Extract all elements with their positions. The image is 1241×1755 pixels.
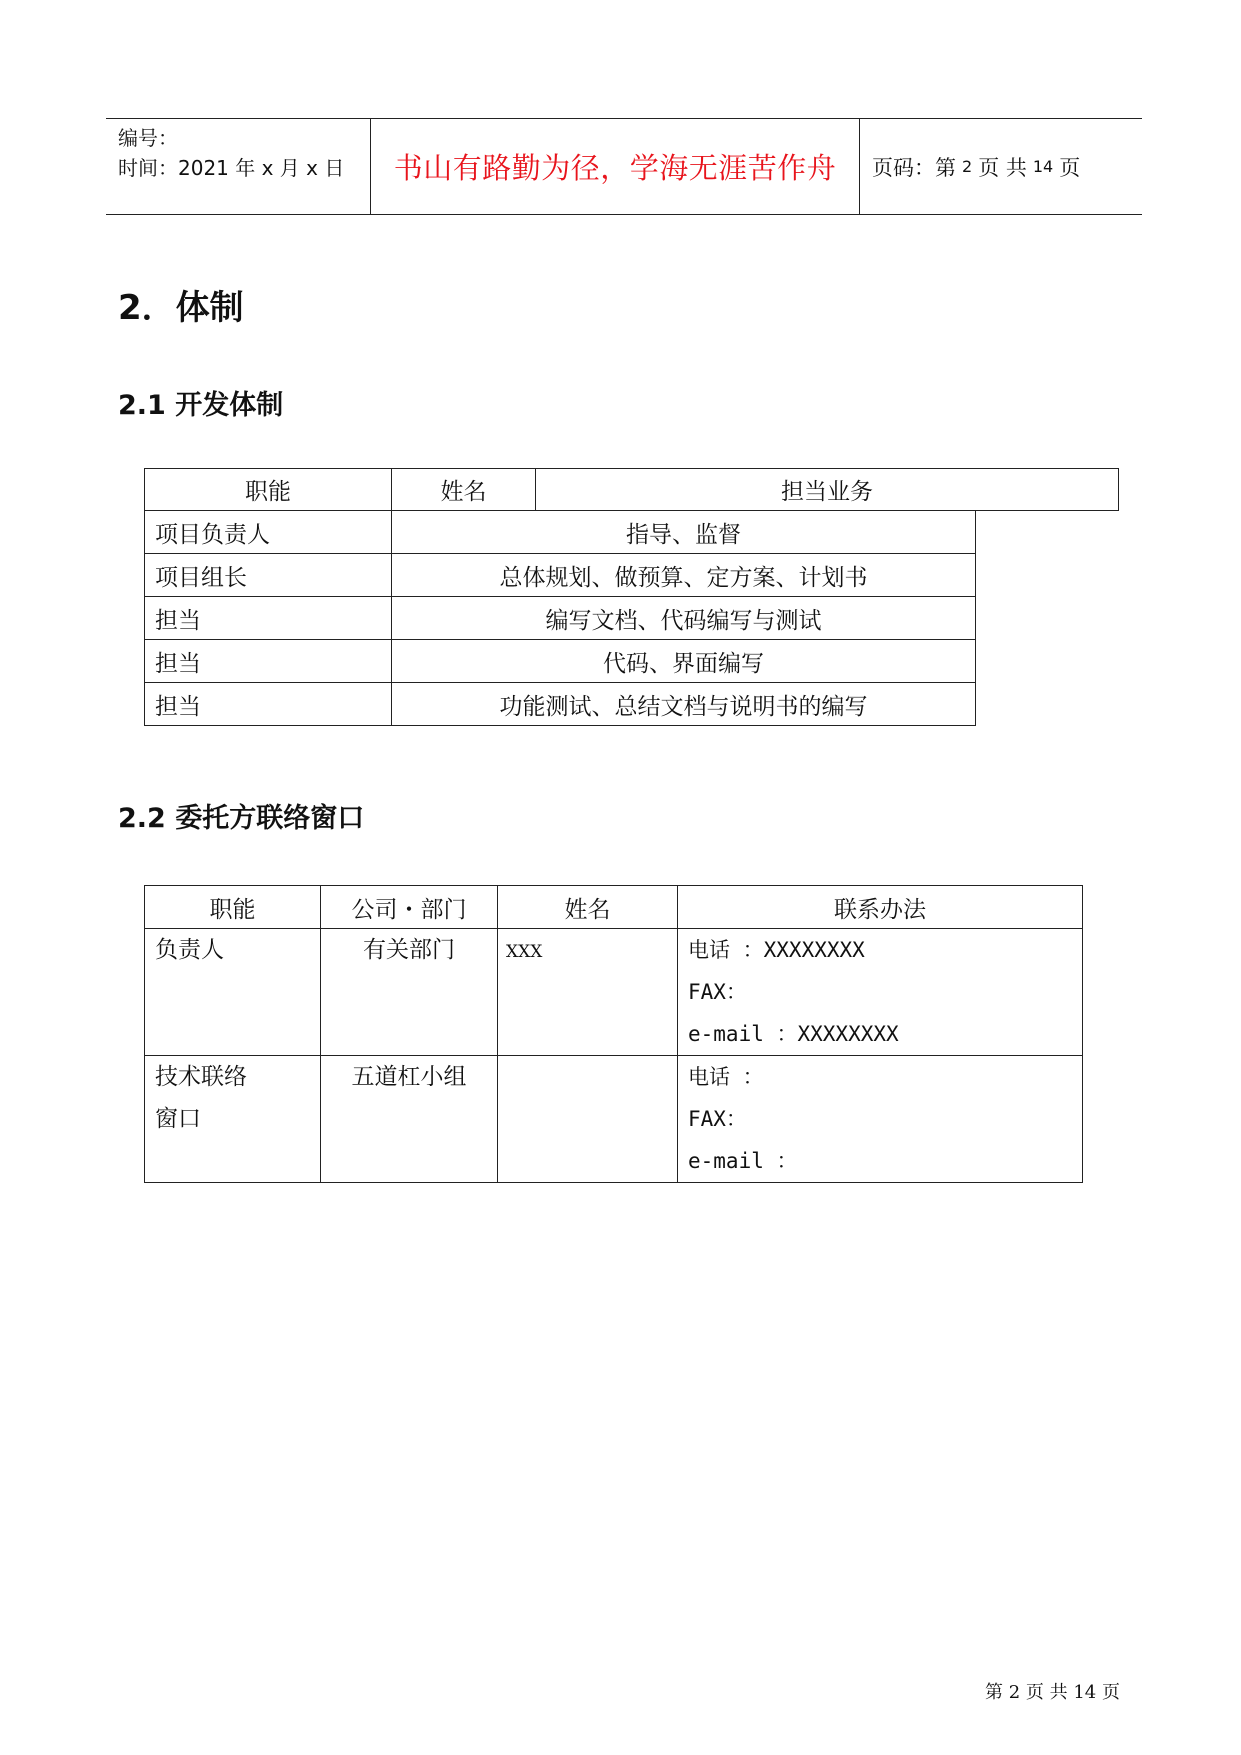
page-header xyxy=(106,118,1142,215)
table-cell-duty: 功能测试、总结文档与说明书的编写 xyxy=(391,682,976,726)
header-divider xyxy=(859,119,860,214)
table-cell-role: 担当 xyxy=(144,682,392,726)
table-header-row xyxy=(145,886,1083,929)
table-cell-role xyxy=(145,1056,321,1183)
role-line: 窗口 xyxy=(155,1106,201,1132)
role-line: 技术联络 xyxy=(155,1064,247,1090)
section-title: 2.2 委托方联络窗口 xyxy=(118,803,365,834)
table-cell-duty: 总体规划、做预算、定方案、计划书 xyxy=(391,553,976,597)
client-contact-table xyxy=(144,885,1083,1183)
page-number: 2 xyxy=(962,157,973,176)
email-line: e-mail ：XXXXXXXX xyxy=(688,1022,899,1046)
table-header-cell: 担当业务 xyxy=(535,468,1119,511)
page-suffix: 页 xyxy=(1059,155,1081,180)
header-meta xyxy=(118,123,368,183)
header-motto: 书山有路勤为径，学海无涯苦作舟 xyxy=(393,151,837,185)
number-label: 编号： xyxy=(118,126,178,150)
dept-text: 五道杠小组 xyxy=(351,1064,467,1090)
table-cell-duty: 指导、监督 xyxy=(391,510,976,554)
time-label: 时间：2021 年 x 月 x 日 xyxy=(118,156,345,180)
page-prefix: 页码：第 xyxy=(872,155,956,180)
phone-line: 电话 ： xyxy=(688,1065,764,1089)
table-cell-role: 项目组长 xyxy=(144,553,392,597)
table-header-cell: 姓名 xyxy=(498,886,678,929)
role-line: 负责人 xyxy=(155,937,224,963)
header-divider xyxy=(370,119,371,214)
table-header-cell: 职能 xyxy=(144,468,392,511)
table-header-cell: 联系办法 xyxy=(678,886,1083,929)
table-header-cell: 公司・部门 xyxy=(321,886,498,929)
table-cell-role: 项目负责人 xyxy=(144,510,392,554)
name-text: XXX xyxy=(506,942,543,962)
dept-text: 有关部门 xyxy=(363,937,455,963)
phone-line: 电话 ：XXXXXXXX xyxy=(688,938,865,962)
table-cell-dept xyxy=(321,929,498,1056)
table-cell-contact xyxy=(678,1056,1083,1183)
role-line xyxy=(155,971,320,1013)
table-row xyxy=(145,929,1083,1056)
table-cell-duty: 代码、界面编写 xyxy=(391,639,976,683)
email-line: e-mail ： xyxy=(688,1149,798,1173)
heading-1: 2．体制 xyxy=(118,288,244,328)
table-cell-duty: 编写文档、代码编写与测试 xyxy=(391,596,976,640)
fax-line: FAX： xyxy=(688,980,747,1004)
header-page-info xyxy=(872,119,1080,214)
table-cell-name xyxy=(498,929,678,1056)
section-title: 2.1 开发体制 xyxy=(118,390,284,421)
page-mid: 页 共 xyxy=(978,155,1027,180)
fax-line: FAX： xyxy=(688,1107,747,1131)
page-total: 14 xyxy=(1032,157,1054,176)
table-cell-role: 担当 xyxy=(144,639,392,683)
table-row xyxy=(145,1056,1083,1183)
page-footer: 第 2 页 共 14 页 xyxy=(985,1682,1120,1703)
table-cell-name xyxy=(498,1056,678,1183)
table-cell-contact xyxy=(678,929,1083,1056)
dev-structure-table xyxy=(144,468,1119,728)
table-cell-role xyxy=(145,929,321,1056)
table-cell-dept xyxy=(321,1056,498,1183)
table-header-cell: 职能 xyxy=(145,886,321,929)
table-cell-role: 担当 xyxy=(144,596,392,640)
table-header-cell: 姓名 xyxy=(391,468,536,511)
